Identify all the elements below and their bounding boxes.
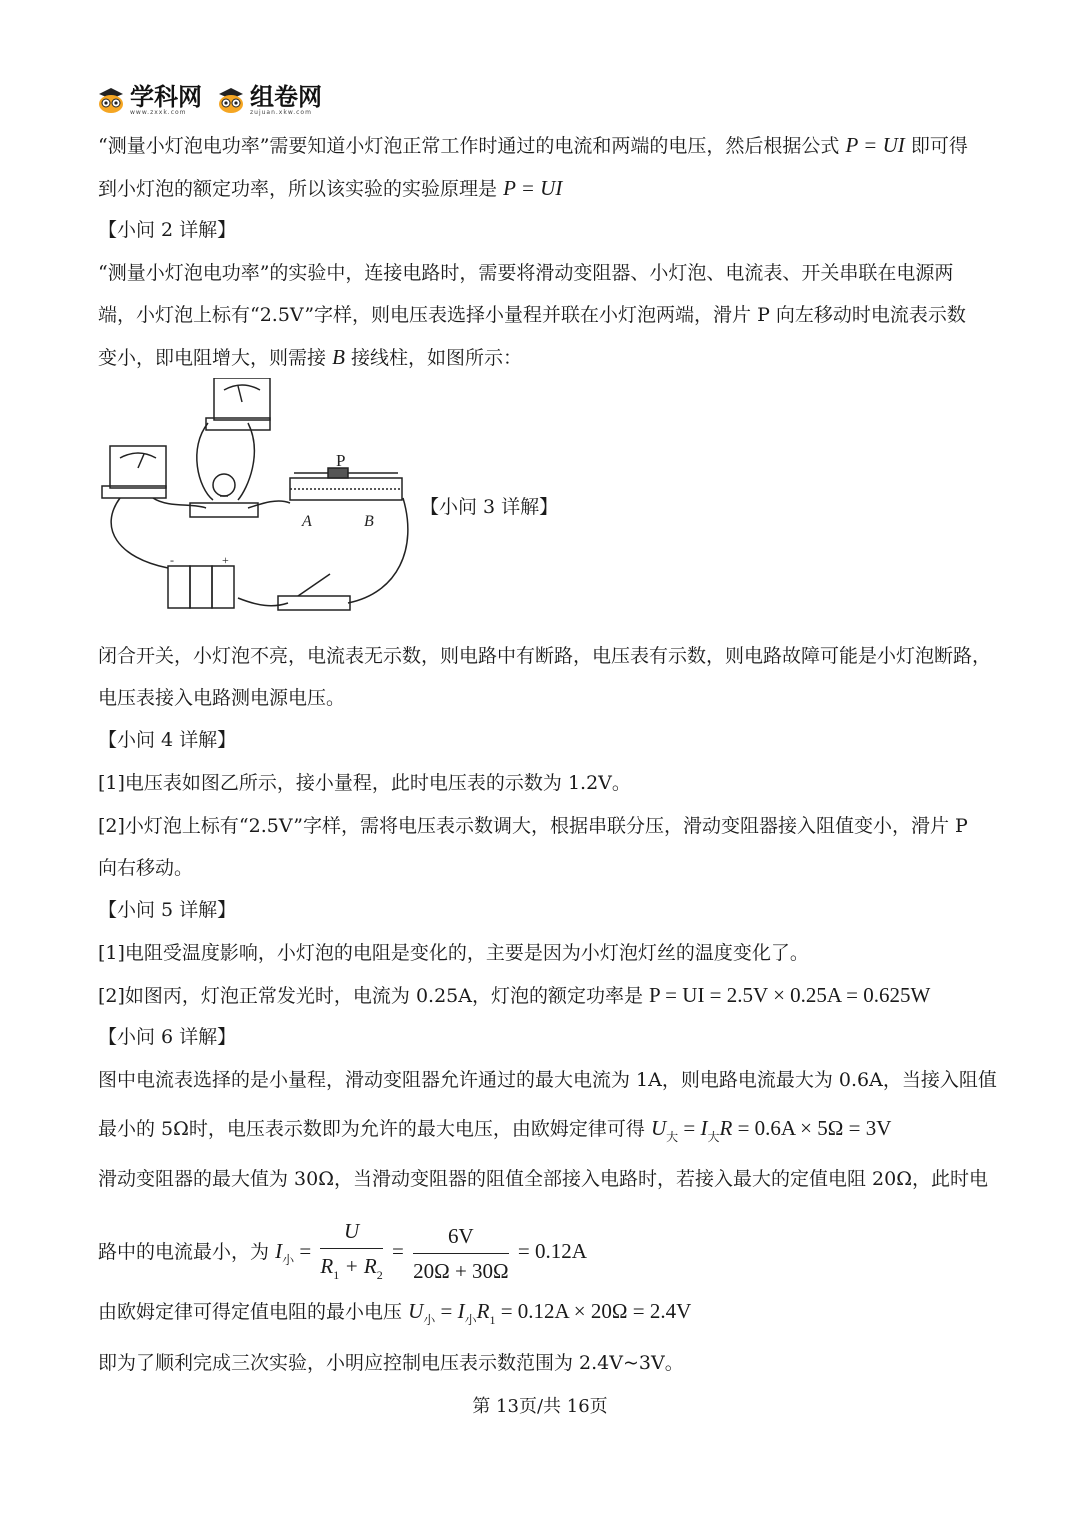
battery-plus-label: + [222, 553, 229, 567]
zujuan-logo [216, 82, 322, 116]
circuit-figure [98, 378, 418, 632]
circuit-diagram [98, 378, 418, 628]
text-span: [2]如图丙，灯泡正常发光时，电流为 0.25A，灯泡的额定功率是 [98, 985, 643, 1007]
text-line: 向右移动。 [98, 857, 194, 879]
text-line [98, 1115, 891, 1150]
text-line [98, 1298, 691, 1333]
owl-mascot-icon [96, 85, 126, 115]
text-span: 到小灯泡的额定功率，所以该实验的实验原理是 [98, 178, 498, 200]
text-line [98, 175, 562, 202]
text-line: 滑动变阻器的最大值为 30Ω，当滑动变阻器的阻值全部接入电路时，若接入最大的定值电阻 20Ω，此时电 [98, 1168, 988, 1190]
formula: P = UI [503, 176, 563, 200]
formula: $U_大 = I_大R = 0.6A \times 5\Omega = 3V$ [650, 1116, 892, 1144]
text-line: [1]电阻受温度影响，小灯泡的电阻是变化的，主要是因为小灯泡灯丝的温度变化了。 [98, 942, 809, 964]
zujuan-logo-text: 组卷网 [250, 82, 322, 111]
text-line [98, 982, 930, 1009]
text-line: 电压表接入电路测电源电压。 [98, 687, 346, 709]
owl-mascot-icon [216, 85, 246, 115]
text-span: 路中的电流最小，为 [98, 1240, 270, 1263]
formula: P = UI [845, 133, 905, 157]
text-line: 闭合开关，小灯泡不亮，电流表无示数，则电路中有断路，电压表有示数，则电路故障可能是小灯泡断路， [98, 645, 992, 667]
text-span: 变小，即电阻增大，则需接 [98, 347, 327, 369]
text-line [98, 1216, 587, 1290]
section-heading: 【小问 4 详解】 [98, 729, 237, 751]
section-heading: 【小问 5 详解】 [98, 899, 237, 921]
formula: $U_小 = I_小R_1 = 0.12A \times 20\Omega = 2.4V$ [408, 1299, 692, 1327]
formula: $I_小$ = $\frac{U}{R_1 + R_2}$ = $\frac{6V}{20\Omega + 30\Omega}$ = 0.12A [275, 1239, 587, 1263]
text-span: 最小的 5Ω时，电压表示数即为允许的最大电压，由欧姆定律可得 [98, 1118, 645, 1140]
zxxk-logo [96, 82, 202, 116]
text-span: 接线柱，如图所示： [350, 347, 522, 369]
text-line: “测量小灯泡电功率”的实验中，连接电路时，需要将滑动变阻器、小灯泡、电流表、开关串联在电源两 [98, 262, 954, 284]
text-line [98, 132, 968, 159]
section-heading: 【小问 3 详解】 [420, 496, 559, 518]
text-span: 由欧姆定律可得定值电阻的最小电压 [98, 1301, 403, 1323]
slider-label: P [336, 451, 346, 470]
section-heading: 【小问 2 详解】 [98, 219, 237, 241]
text-line: [1]电压表如图乙所示，接小量程，此时电压表的示数为 1.2V。 [98, 772, 631, 794]
text-line: [2]小灯泡上标有“2.5V”字样，需将电压表示数调大，根据串联分压，滑动变阻器接入阻值变小，滑片 P [98, 815, 968, 837]
terminal-b-label: B [364, 513, 374, 530]
page-number: 第 13页/共 16页 [472, 1396, 608, 1417]
zxxk-logo-url: www.zxxk.com [130, 108, 187, 116]
battery-minus-label: - [170, 553, 174, 567]
text-line: 即为了顺利完成三次实验，小明应控制电压表示数范围为 2.4V~3V。 [98, 1352, 684, 1374]
text-span: 即可得 [910, 135, 968, 157]
formula: P = UI = 2.5V × 0.25A = 0.625W [649, 983, 931, 1007]
zxxk-logo-text: 学科网 [130, 82, 202, 111]
zujuan-logo-url: zujuan.xkw.com [250, 108, 312, 116]
section-heading: 【小问 6 详解】 [98, 1026, 237, 1048]
text-line [98, 344, 522, 371]
text-line: 端，小灯泡上标有“2.5V”字样，则电压表选择小量程并联在小灯泡两端，滑片 P 向左移动时电流表示数 [98, 304, 966, 326]
terminal-label: B [332, 345, 345, 369]
text-line: 图中电流表选择的是小量程，滑动变阻器允许通过的最大电流为 1A，则电路电流最大为 0.6A，当接入阻值 [98, 1069, 997, 1091]
text-span: “测量小灯泡电功率”需要知道小灯泡正常工作时通过的电流和两端的电压，然后根据公式 [98, 135, 840, 157]
terminal-a-label: A [302, 513, 312, 530]
header-logos [96, 80, 322, 120]
